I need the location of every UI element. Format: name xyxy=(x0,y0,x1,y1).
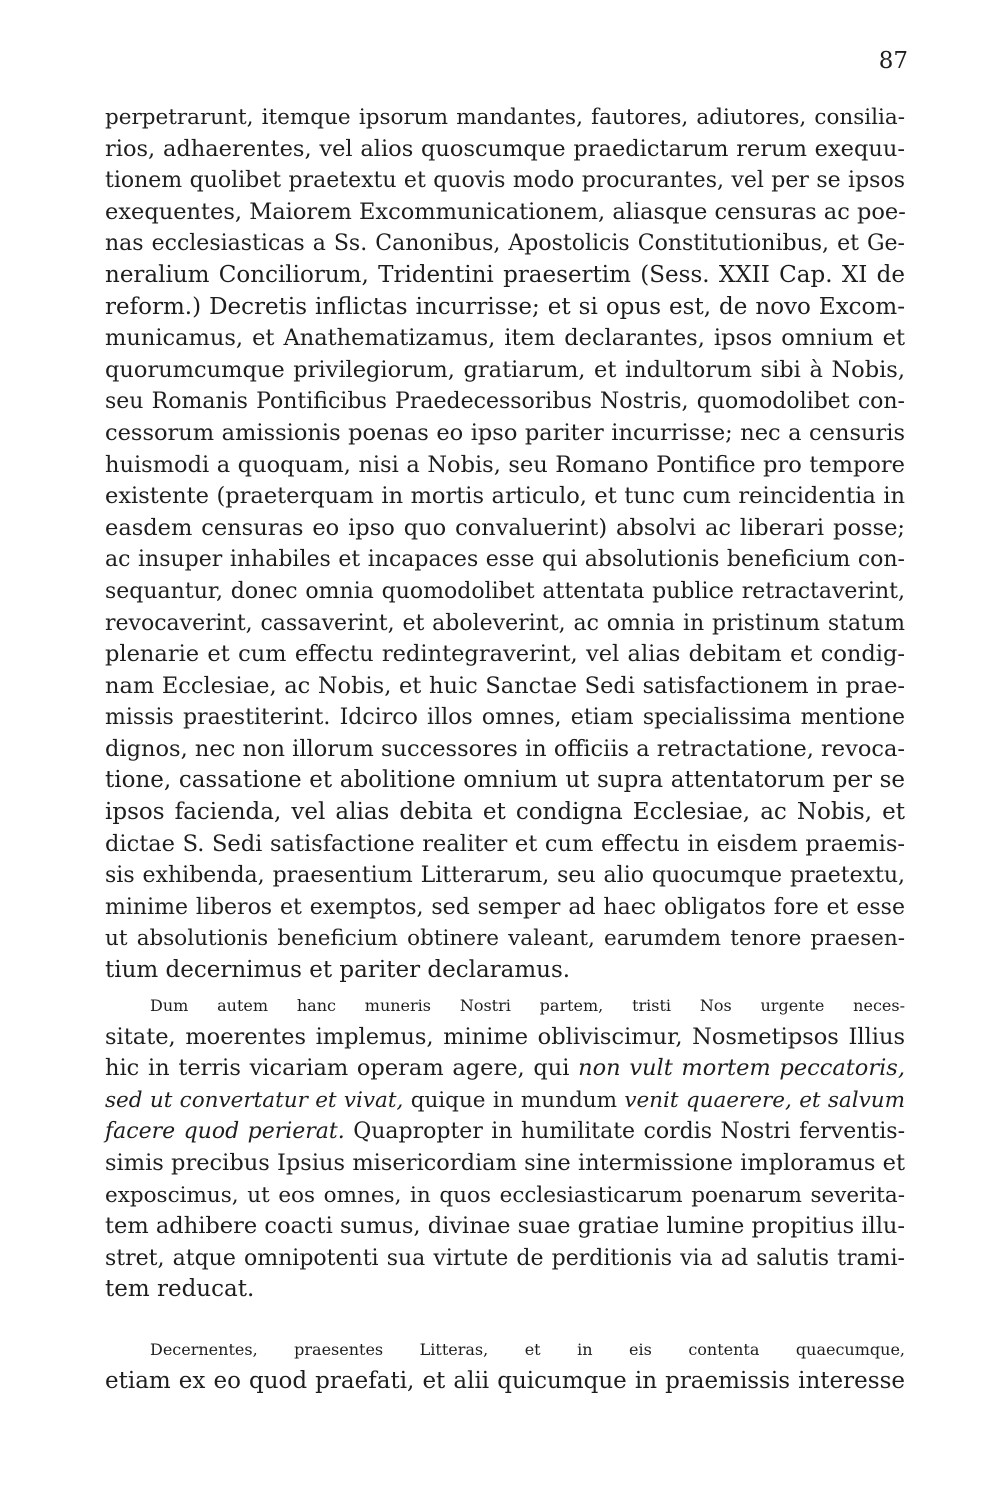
text-segment: Quapropter in humilitate cordis Nostri ferventis- xyxy=(344,1119,906,1145)
text-line: easdem censuras eo ipso quo convaluerint) absolvi ac liberari posse; xyxy=(105,514,905,541)
text-line: rios, adhaerentes, vel alios quoscumque praedictarum rerum exequu- xyxy=(105,135,905,162)
text-line: nam Ecclesiae, ac Nobis, et huic Sanctae Sedi satisfactionem in prae- xyxy=(105,672,905,699)
text-line xyxy=(105,1053,905,1085)
text-segment: quique in mundum xyxy=(403,1087,625,1113)
text-line: revocaverint, cassaverint, et aboleverint, ac omnia in pristinum statum xyxy=(105,610,905,636)
text-line: sequantur, donec omnia quomodolibet attentata publice retractaverint, xyxy=(105,578,905,604)
text-segment: hic in terris vicariam operam agere, qui xyxy=(105,1055,579,1082)
text-line: etiam ex eo quod praefati, et alii quicumque in praemissis interesse xyxy=(105,1367,905,1394)
italic-quote: non vult mortem peccatoris, xyxy=(578,1055,906,1082)
italic-quote: venit quaerere, et salvum xyxy=(624,1087,905,1113)
text-line: dictae S. Sedi satisfactione realiter et cum effectu in eisdem praemis- xyxy=(105,830,905,857)
text-line: simis precibus Ipsius misericordiam sine intermissione imploramus et xyxy=(105,1149,905,1176)
text-line: tium decernimus et pariter declaramus. xyxy=(105,957,571,984)
text-line xyxy=(105,1116,905,1148)
text-line xyxy=(105,1085,905,1117)
text-line: neralium Conciliorum, Tridentini praesertim (Sess. XXII Cap. XI de xyxy=(105,261,905,288)
text-line: minime liberos et exemptos, sed semper ad haec obligatos fore et esse xyxy=(105,894,905,920)
text-line: tione, cassatione et abolitione omnium ut supra attentatorum per se xyxy=(105,767,905,794)
paragraph-2 xyxy=(105,990,905,1306)
page-number: 87 xyxy=(878,48,908,74)
text-line: stret, atque omnipotenti sua virtute de perditionis via ad salutis trami- xyxy=(105,1245,905,1271)
text-line: nas ecclesiasticas a Ss. Canonibus, Apostolicis Constitutionibus, et Ge- xyxy=(105,231,905,257)
text-line: exposcimus, ut eos omnes, in quos ecclesiasticarum poenarum severita- xyxy=(105,1182,905,1208)
text-line: missis praestiterint. Idcirco illos omnes, etiam specialissima mentione xyxy=(105,705,905,731)
text-line: seu Romanis Pontificibus Praedecessoribus Nostris, quomodolibet con- xyxy=(105,389,905,415)
paragraph-3 xyxy=(105,1334,905,1397)
text-line: plenarie et cum effectu redintegraverint, vel alias debitam et condig- xyxy=(105,641,905,668)
text-line: tem reducat. xyxy=(105,1276,255,1303)
text-line: sitate, moerentes implemus, minime obliviscimur, Nosmetipsos Illius xyxy=(105,1023,905,1050)
italic-quote: sed ut convertatur et vivat, xyxy=(105,1087,404,1113)
text-line: ut absolutionis beneficium obtinere valeant, earumdem tenore praesen- xyxy=(105,926,905,952)
text-line: tem adhibere coacti sumus, divinae suae gratiae lumine propitius illu- xyxy=(105,1213,905,1240)
text-line: quorumcumque privilegiorum, gratiarum, et indultorum sibi à Nobis, xyxy=(105,356,905,383)
text-line: huismodi a quoquam, nisi a Nobis, seu Romano Pontifice pro tempore xyxy=(105,451,905,478)
text-line: ipsos facienda, vel alias debita et condigna Ecclesiae, ac Nobis, et xyxy=(105,799,905,826)
text-line: dignos, nec non illorum successores in officiis a retractatione, revoca- xyxy=(105,735,905,762)
text-line: Decernentes, praesentes Litteras, et in eis contenta quaecumque, xyxy=(150,1340,905,1359)
text-line: ac insuper inhabiles et incapaces esse qui absolutionis beneficium con- xyxy=(105,547,905,573)
text-line: cessorum amissionis poenas eo ipso pariter incurrisse; nec a censuris xyxy=(105,419,905,446)
text-line: municamus, et Anathematizamus, item declarantes, ipsos omnium et xyxy=(105,325,905,352)
text-line: exequentes, Maiorem Excommunicationem, aliasque censuras ac poe- xyxy=(105,198,906,225)
text-line: Dum autem hanc muneris Nostri partem, tristi Nos urgente neces- xyxy=(150,996,905,1015)
text-line: sis exhibenda, praesentium Litterarum, seu alio quocumque praetextu, xyxy=(105,863,905,889)
text-line: existente (praeterquam in mortis articulo, et tunc cum reincidentia in xyxy=(105,483,905,510)
text-line: reform.) Decretis inflictas incurrisse; et si opus est, de novo Excom- xyxy=(105,293,905,320)
italic-quote: facere quod perierat. xyxy=(105,1119,345,1145)
paragraph-1 xyxy=(105,102,905,987)
text-line: perpetrarunt, itemque ipsorum mandantes, fautores, adiutores, consilia- xyxy=(105,105,905,130)
text-line: tionem quolibet praetextu et quovis modo procurantes, vel per se ipsos xyxy=(105,168,905,194)
